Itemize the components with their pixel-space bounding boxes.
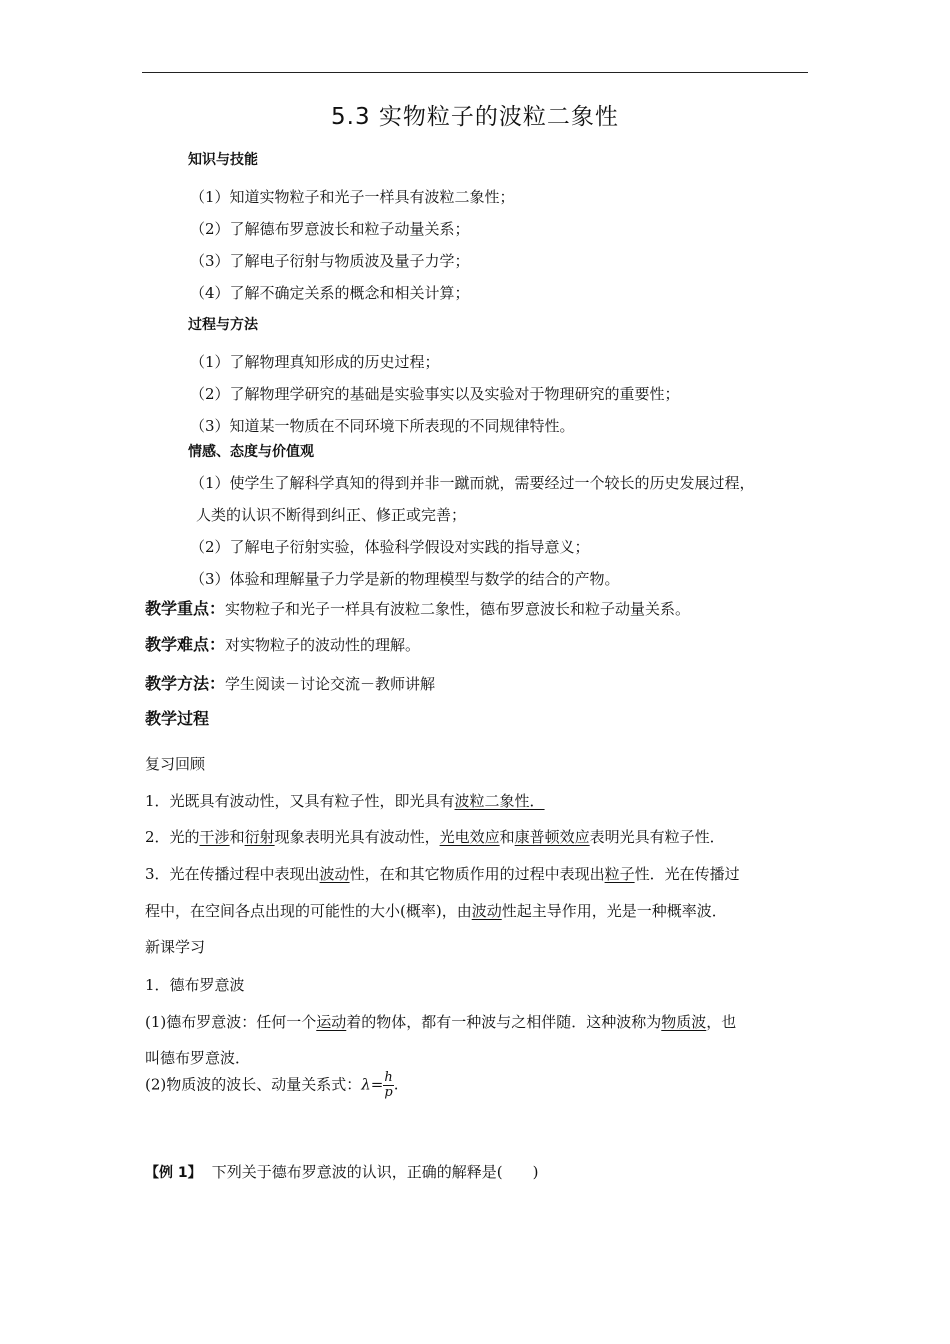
- definition-answer-2: 物质波: [661, 1013, 707, 1031]
- review-paragraph-3-line-2: [145, 900, 727, 921]
- method-text: 学生阅读－讨论交流－教师讲解: [225, 675, 436, 693]
- review-heading: 复习回顾: [145, 755, 206, 773]
- h-over-p-fraction: [383, 1071, 393, 1100]
- fraction-denominator: p: [384, 1085, 393, 1100]
- review-p3-answer-3: 波动: [471, 902, 502, 920]
- knowledge-item-1: （1）知道实物粒子和光子一样具有波粒二象性；: [190, 188, 515, 206]
- attitude-heading: 情感、态度与价值观: [188, 444, 314, 460]
- knowledge-item-3: （3）了解电子衍射与物质波及量子力学；: [190, 252, 470, 270]
- lambda-symbol: λ=: [361, 1075, 384, 1094]
- method: [145, 671, 435, 694]
- review-p1-answer: 波粒二象性．: [454, 792, 545, 810]
- de-broglie-definition-line-2: 叫德布罗意波．: [145, 1049, 251, 1067]
- difficulty-label: 教学难点：: [145, 635, 226, 654]
- teaching-process-heading: 教学过程: [145, 709, 210, 728]
- review-p3-answer-2: 粒子: [604, 865, 635, 883]
- de-broglie-definition-line-1: [145, 1011, 736, 1032]
- relation-period: .: [393, 1075, 399, 1094]
- review-p3-text-b: 性，在和其它物质作用的过程中表现出: [349, 865, 605, 883]
- review-p2-answer-2: 衍射: [244, 828, 275, 846]
- de-broglie-subheading: 1．德布罗意波: [145, 976, 245, 994]
- relation-text: (2)物质波的波长、动量关系式：: [145, 1075, 362, 1094]
- definition-text-a: (1)德布罗意波：任何一个: [145, 1013, 317, 1031]
- key-point-text: 实物粒子和光子一样具有波粒二象性，德布罗意波长和粒子动量关系。: [225, 600, 691, 618]
- review-p2-text-a: 2．光的: [145, 828, 200, 846]
- process-item-1: （1）了解物理真知形成的历史过程；: [190, 353, 440, 371]
- example-question: 下列关于德布罗意波的认识，正确的解释是( ): [211, 1163, 539, 1181]
- method-label: 教学方法：: [145, 674, 226, 693]
- difficulty-text: 对实物粒子的波动性的理解。: [225, 636, 421, 654]
- review-p3-answer-1: 波动: [319, 865, 350, 883]
- review-p2-text-b: 和: [229, 828, 245, 846]
- fraction-numerator: h: [384, 1070, 393, 1085]
- review-paragraph-1: [145, 790, 545, 811]
- attitude-item-3: （3）体验和理解量子力学是新的物理模型与数学的结合的产物。: [190, 570, 620, 588]
- knowledge-heading: 知识与技能: [188, 152, 258, 168]
- review-p2-text-d: 和: [499, 828, 515, 846]
- new-lesson-heading: 新课学习: [145, 938, 206, 956]
- review-p2-answer-3: 光电效应: [439, 828, 500, 846]
- page-title: 5.3 实物粒子的波粒二象性: [331, 104, 619, 130]
- knowledge-item-2: （2）了解德布罗意波长和粒子动量关系；: [190, 220, 470, 238]
- process-item-2: （2）了解物理学研究的基础是实验事实以及实验对于物理研究的重要性；: [190, 385, 680, 403]
- difficulty: [145, 632, 420, 655]
- review-p3-text-d: 程中，在空间各点出现的可能性的大小(概率)，由: [145, 902, 472, 920]
- review-p3-text-e: 性起主导作用，光是一种概率波．: [501, 902, 727, 920]
- example-label: 【例 1】: [145, 1165, 202, 1181]
- definition-text-b: 着的物体，都有一种波与之相伴随．这种波称为: [346, 1013, 662, 1031]
- process-heading: 过程与方法: [188, 317, 258, 333]
- review-p2-answer-1: 干涉: [199, 828, 230, 846]
- header-rule: [142, 72, 808, 73]
- review-p3-text-a: 3．光在传播过程中表现出: [145, 865, 320, 883]
- review-p3-text-c: 性．光在传播过: [634, 865, 740, 883]
- process-item-3: （3）知道某一物质在不同环境下所表现的不同规律特性。: [190, 417, 575, 435]
- definition-text-c: ，也: [706, 1013, 737, 1031]
- key-point: [145, 596, 690, 619]
- review-p2-answer-4: 康普顿效应: [514, 828, 590, 846]
- attitude-item-1-line-2: 人类的认识不断得到纠正、修正或完善；: [196, 506, 467, 524]
- knowledge-item-4: （4）了解不确定关系的概念和相关计算；: [190, 284, 470, 302]
- key-point-label: 教学重点：: [145, 599, 226, 618]
- definition-answer-1: 运动: [316, 1013, 347, 1031]
- review-paragraph-3-line-1: [145, 863, 740, 884]
- attitude-item-2: （2）了解电子衍射实验，体验科学假设对实践的指导意义；: [190, 538, 590, 556]
- attitude-item-1-line-1: （1）使学生了解科学真知的得到并非一蹴而就，需要经过一个较长的历史发展过程，: [190, 474, 755, 492]
- review-p2-text-c: 现象表明光具有波动性，: [274, 828, 440, 846]
- review-paragraph-2: [145, 826, 725, 847]
- review-p1-text: 1．光既具有波动性，又具有粒子性，即光具有: [145, 792, 455, 810]
- wavelength-relation: [145, 1071, 398, 1100]
- example-1: [145, 1161, 539, 1182]
- review-p2-text-e: 表明光具有粒子性．: [589, 828, 725, 846]
